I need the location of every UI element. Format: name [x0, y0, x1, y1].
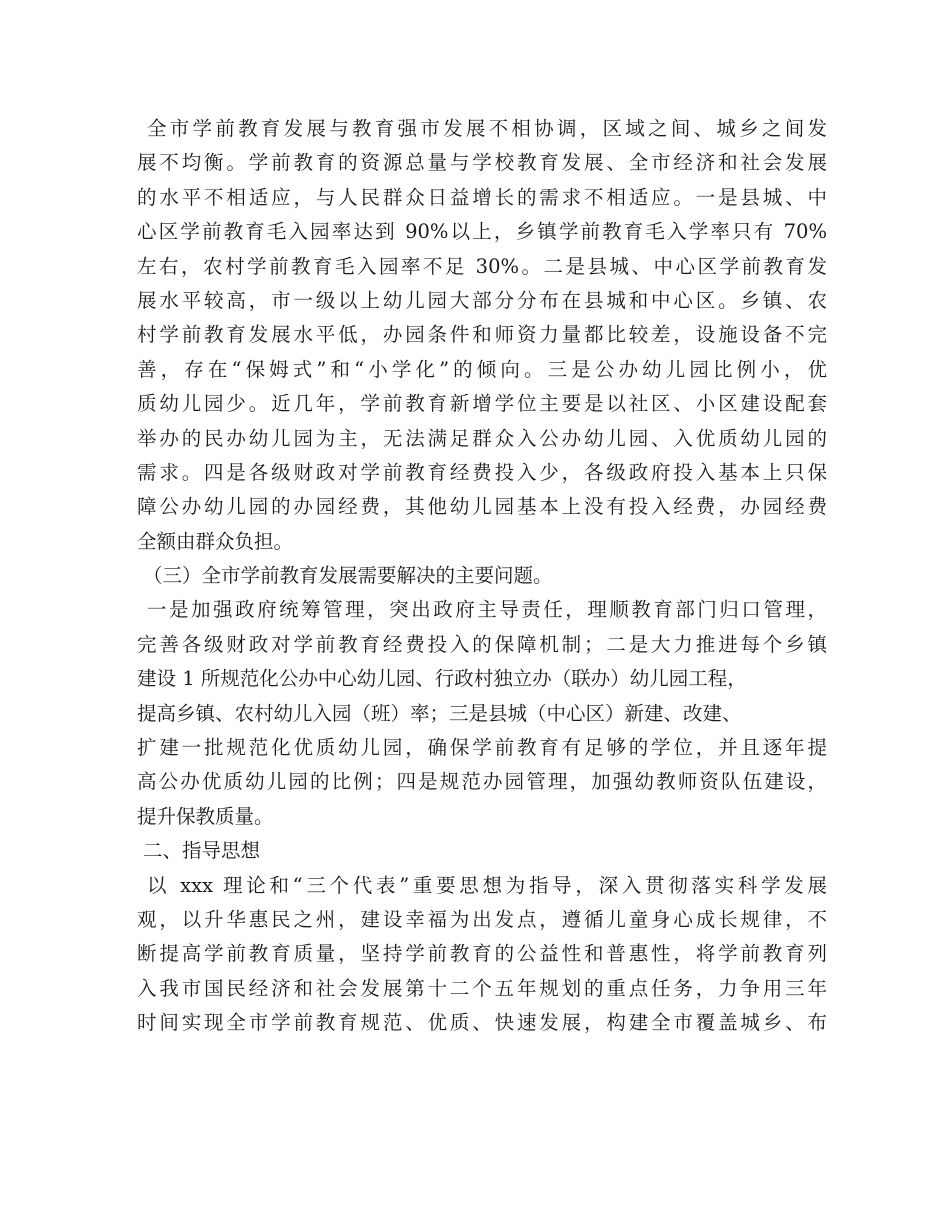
paragraph-line: 善，存在“保姆式”和“小学化”的倾向。三是公办幼儿园比例小，优 — [137, 357, 827, 381]
paragraph-line: 高公办优质幼儿园的比例；四是规范办园管理，加强幼教师资队伍建设， — [137, 770, 827, 794]
paragraph-line: 时间实现全市学前教育规范、优质、快速发展，构建全市覆盖城乡、布 — [137, 1011, 827, 1035]
paragraph-line: 左右，农村学前教育毛入园率不足 30%。二是县城、中心区学前教育发 — [137, 254, 827, 278]
paragraph-line: 需求。四是各级财政对学前教育经费投入少，各级政府投入基本上只保 — [137, 460, 827, 484]
paragraph-line: 完善各级财政对学前教育经费投入的保障机制；二是大力推进每个乡镇 — [137, 632, 827, 656]
paragraph-line: 扩建一批规范化优质幼儿园，确保学前教育有足够的学位，并且逐年提 — [137, 736, 827, 760]
paragraph-line: 质幼儿园少。近几年，学前教育新增学位主要是以社区、小区建设配套 — [137, 392, 827, 416]
paragraph-line: 的水平不相适应，与人民群众日益增长的需求不相适应。一是县城、中 — [137, 185, 827, 209]
paragraph-line: 全市学前教育发展与教育强市发展不相协调，区域之间、城乡之间发 — [147, 117, 827, 140]
body-text — [137, 112, 827, 1041]
paragraph-line: 村学前教育发展水平低，办园条件和师资力量都比较差，设施设备不完 — [137, 323, 827, 347]
paragraph-line: 断提高学前教育质量，坚持学前教育的公益性和普惠性，将学前教育列 — [137, 942, 827, 966]
paragraph-line: 全额由群众负担。 — [137, 529, 294, 553]
paragraph-line: 举办的民办幼儿园为主，无法满足群众入公办幼儿园、入优质幼儿园的 — [137, 426, 827, 450]
paragraph-line: 展不均衡。学前教育的资源总量与学校教育发展、全市经济和社会发展 — [137, 151, 827, 175]
paragraph-line: 入我市国民经济和社会发展第十二个五年规划的重点任务，力争用三年 — [137, 976, 827, 1000]
paragraph-line: 观，以升华惠民之州，建设幸福为出发点，遵循儿童身心成长规律，不 — [137, 907, 827, 931]
paragraph-line: 障公办幼儿园的办园经费，其他幼儿园基本上没有投入经费，办园经费 — [137, 495, 827, 519]
section-heading: （三）全市学前教育发展需要解决的主要问题。 — [143, 564, 553, 588]
paragraph-line: 提升保教质量。 — [137, 804, 274, 828]
paragraph-line: 一是加强政府统筹管理，突出政府主导责任，理顺教育部门归口管理， — [147, 598, 827, 622]
paragraph-line: 建设 1 所规范化公办中心幼儿园、行政村独立办（联办）幼儿园工程， — [137, 667, 747, 691]
paragraph-line: 提高乡镇、农村幼儿入园（班）率；三是县城（中心区）新建、改建、 — [137, 701, 742, 725]
paragraph-line: 展水平较高，市一级以上幼儿园大部分分布在县城和中心区。乡镇、农 — [137, 288, 827, 312]
paragraph-line: 以 xxx 理论和“三个代表”重要思想为指导，深入贯彻落实科学发展 — [147, 873, 827, 897]
section-heading: 二、指导思想 — [143, 839, 261, 863]
paragraph-line: 心区学前教育毛入园率达到 90%以上，乡镇学前教育毛入学率只有 70% — [137, 220, 827, 244]
